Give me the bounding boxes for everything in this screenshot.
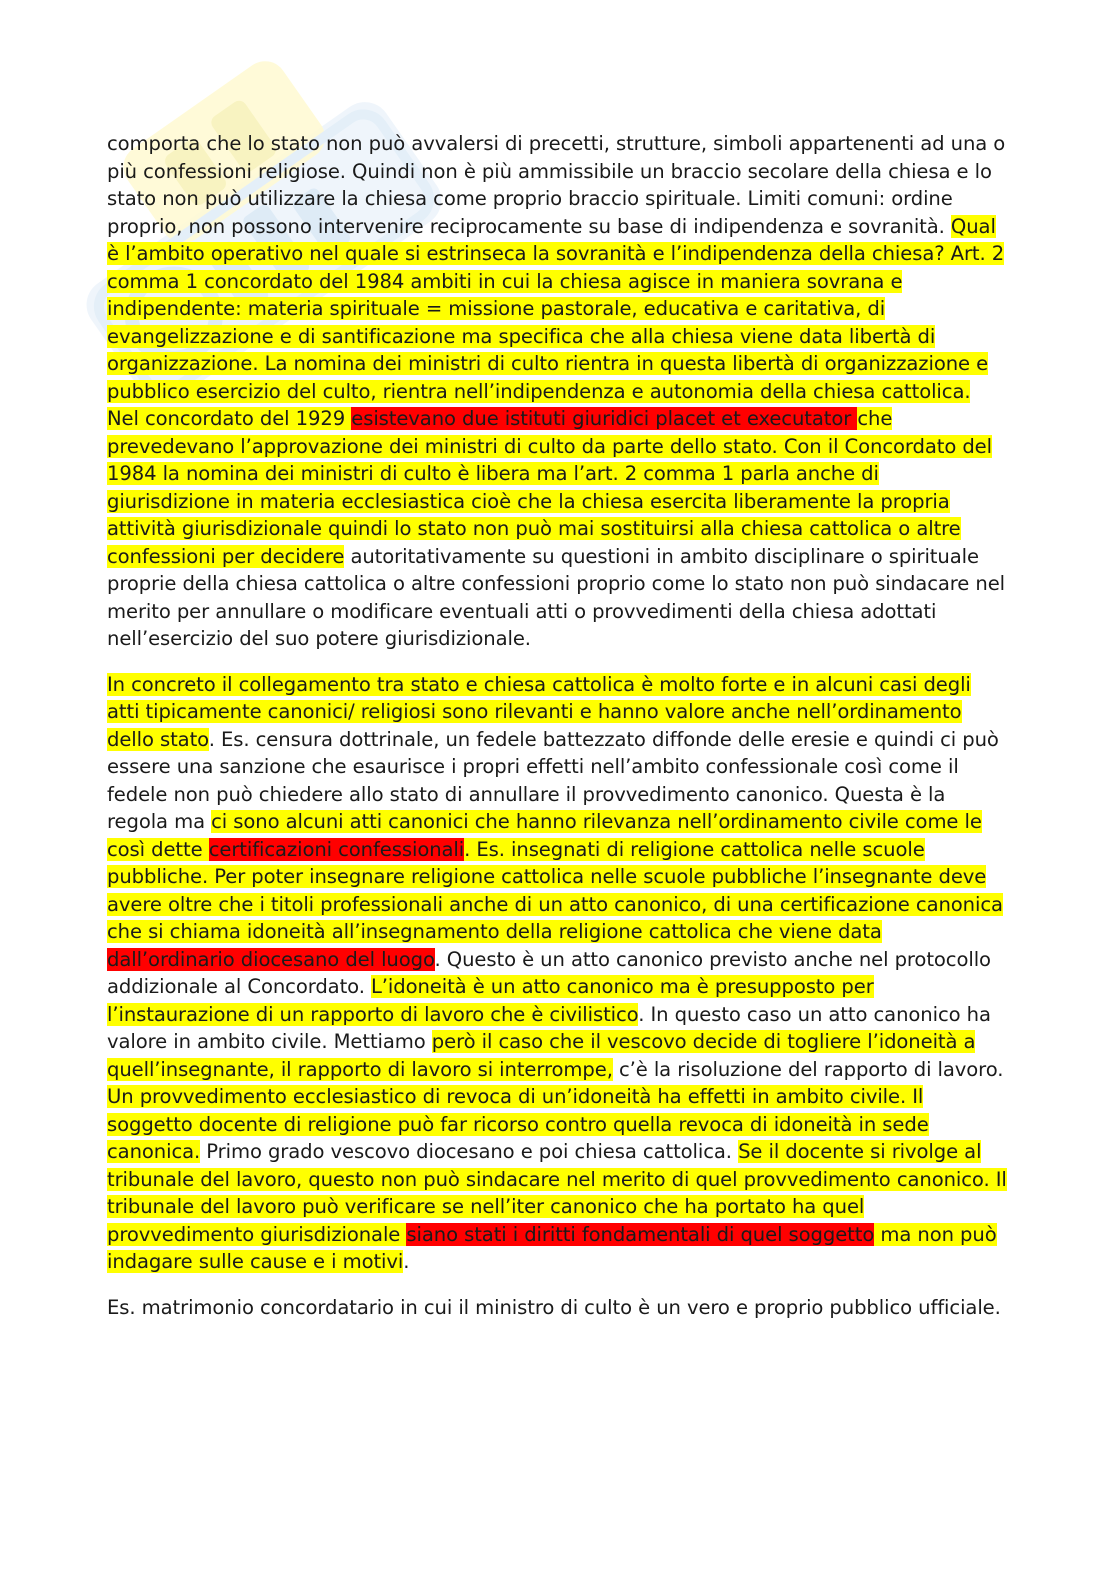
- paragraph-3: [107, 1294, 1007, 1322]
- text-segment: . Questo è un atto canonico previsto anche nel protocollo addizionale al Concordato.: [107, 947, 991, 998]
- highlight-yellow-segment: L’idoneità è un atto canonico ma è presupposto per l’instaurazione di un rapporto di lavoro che è civilistico: [107, 975, 874, 1026]
- highlight-red-segment: esistevano due istituti giuridici placet et executator: [351, 407, 858, 430]
- text-segment: comporta che lo stato non può avvalersi di precetti, strutture, simboli appartenenti ad una o più confessioni religiose. Quindi non è più ammissibile un braccio secolare della chiesa e lo stato non può utilizzare la chiesa come proprio braccio spirituale. Limiti comuni: ordine proprio, non possono intervenire reciprocamente su base di indipendenza e sovranità.: [107, 132, 1006, 238]
- highlight-yellow-segment: Un provvedimento ecclesiastico di revoca di un’idoneità ha effetti in ambito civile. Il soggetto docente di religione può far ricorso contro quella revoca di idoneità in sede canonica.: [107, 1085, 929, 1163]
- highlight-yellow-segment: ma non può indagare sulle cause e i motivi: [107, 1222, 997, 1273]
- highlight-yellow-segment: . Es. insegnati di religione cattolica nelle scuole pubbliche. Per poter insegnare religione cattolica nelle scuole pubbliche l’insegnante deve avere oltre che i titoli professionali anche di un atto canonico, di una certificazione canonica che si chiama idoneità all’insegnamento della religione cattolica che viene data: [107, 837, 1003, 943]
- highlight-yellow-segment: però il caso che il vescovo decide di togliere l’idoneità a quell’insegnante, il rapporto di lavoro si interrompe,: [107, 1030, 976, 1081]
- text-segment: .: [403, 1250, 410, 1273]
- text-segment: c’è la risoluzione del rapporto di lavoro.: [612, 1057, 1004, 1081]
- text-segment: . Es. censura dottrinale, un fedele battezzato diffonde delle eresie e quindi ci può essere una sanzione che esaurisce i propri effetti nell’ambito confessionale così come il fedele non può chiedere allo stato di annullare il provvedimento canonico. Questa è la regola ma: [107, 727, 999, 833]
- highlight-yellow-segment: che prevedevano l’approvazione dei ministri di culto da parte dello stato. Con il Concordato del 1984 la nomina dei ministri di culto è libera ma l’art. 2 comma 1 parla anche di giurisdizione in materia ecclesiastica cioè che la chiesa esercita liberamente la propria attività giurisdizionale quindi lo stato non può mai sostituirsi alla chiesa cattolica o altre confessioni per decidere: [107, 407, 992, 568]
- highlight-red-segment: siano stati i diritti fondamentali di quel soggetto: [406, 1222, 875, 1246]
- text-segment: Primo grado vescovo diocesano e poi chiesa cattolica.: [200, 1140, 739, 1163]
- text-segment: autoritativamente su questioni in ambito disciplinare o spirituale proprie della chiesa cattolica o altre confessioni proprio come lo stato non può sindacare nel merito per annullare o modificare eventuali atti o provvedimenti della chiesa adottati nell’esercizio del suo potere giurisdizionale.: [107, 544, 1006, 650]
- text-segment: Es. matrimonio concordatario in cui il ministro di culto è un vero e proprio pubblico ufficiale.: [107, 1295, 1001, 1319]
- highlight-red-segment: certificazioni confessionali: [208, 837, 465, 861]
- document-body: [107, 130, 1007, 1339]
- highlight-yellow-segment: ci sono alcuni atti canonici che hanno rilevanza nell’ordinamento civile come le così dette: [107, 810, 982, 861]
- highlight-yellow-segment: Qual è l’ambito operativo nel quale si estrinseca la sovranità e l’indipendenza della chiesa? Art. 2 comma 1 concordato del 1984 ambiti in cui la chiesa agisce in maniera sovrana e indipendente: materia spirituale = missione pastorale, educativa e caritativa, di evangelizzazione e di santificazione ma specifica che alla chiesa viene data libertà di organizzazione. La nomina dei ministri di culto rientra in questa libertà di organizzazione e pubblico esercizio del culto, rientra nell’indipendenza e autonomia della chiesa cattolica. Nel concordato del 1929: [107, 214, 1005, 430]
- highlight-yellow-segment: In concreto il collegamento tra stato e chiesa cattolica è molto forte e in alcuni casi degli atti tipicamente canonici/ religiosi sono rilevanti e hanno valore anche nell’ordinamento dello stato: [107, 672, 971, 751]
- text-segment: . In questo caso un atto canonico ha valore in ambito civile. Mettiamo: [107, 1002, 991, 1053]
- paragraph-2: [107, 671, 1007, 1276]
- highlight-yellow-segment: Se il docente si rivolge al tribunale del lavoro, questo non può sindacare nel merito di quel provvedimento canonico. Il tribunale del lavoro può verificare se nell’iter canonico che ha portato ha quel provvedimento giurisdizionale: [107, 1140, 1007, 1246]
- paragraph-1: [107, 130, 1007, 653]
- highlight-red-segment: dall’ordinario diocesano del luogo: [107, 947, 435, 971]
